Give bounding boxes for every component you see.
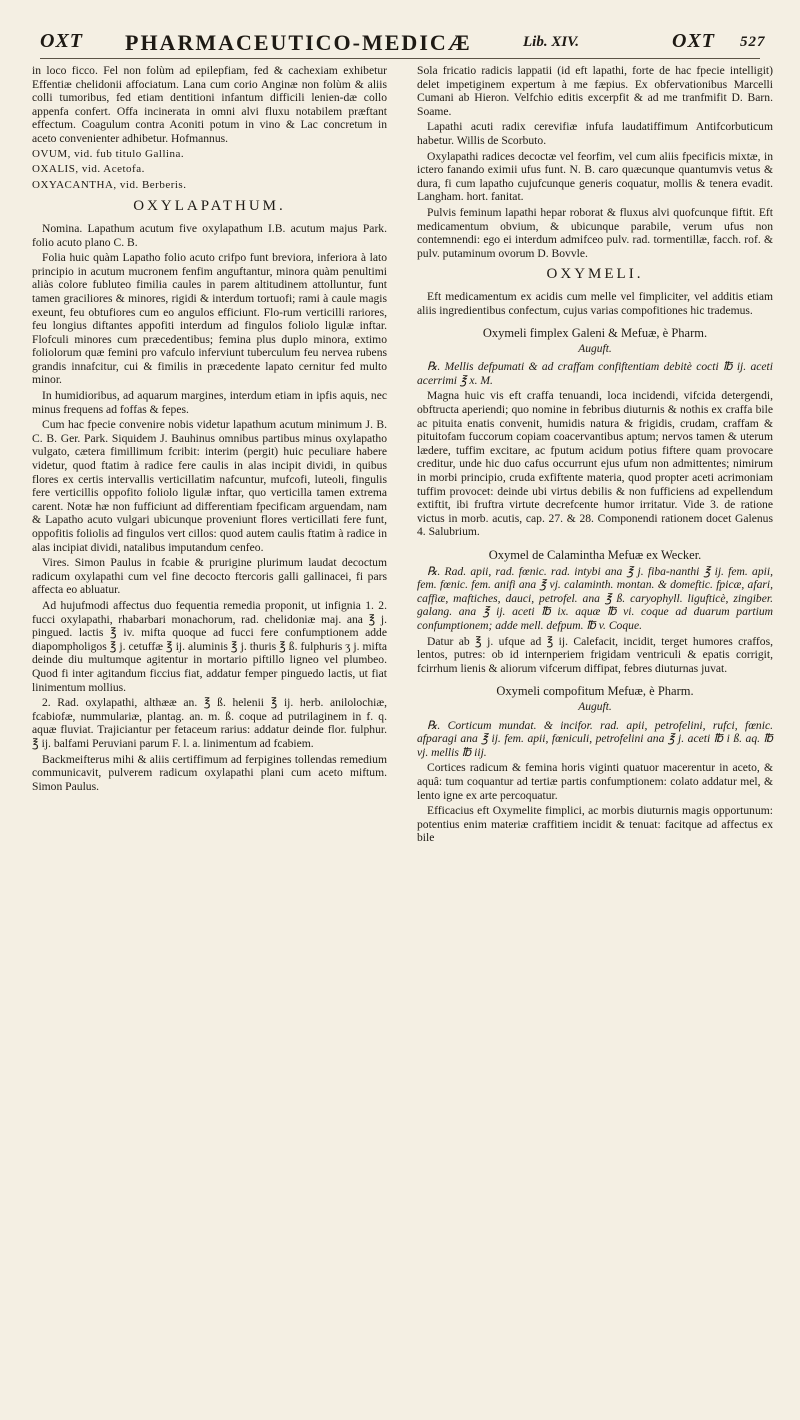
header-rule — [40, 58, 760, 59]
paragraph-remedies: Ad hujufmodi affectus duo fequentia remedia proponit, ut infignia 1. 2. fucci oxylapathi, rhabarbari monachorum, rad. chelidoniæ maj. ana ℥ j. pingued. lactis ℥ iv. mifta quoque ad fucci fere confumptionem adde diapompholigos ℥ j. cetuffæ ℥ ij. aluminis ℥ j. thuris ℥ ß. fulphuris ʒ j. mifta deinde diu multumque agitentur in mortario piftillo ligneo vel plumbeo. Quod fi inter agitandum ficcius fiat, addatur femper pinguedo lactis, ut fiat linimentum mollius. — [32, 598, 387, 694]
intro-text: in loco ficco. Fel non folùm ad epilepfiam, fed & cachexiam exhibetur Effentiæ chelidonii affociatum. Lana cum corio Anginæ non folùm & aliis colli tumoribus, fed etiam dentitioni infantum difficili lenien-dæ collo appenfa confert. Offa incinerata in omni alvi fluxu notabilem præftant effectum. Coagulum contra Aconiti potum in vino & Lac concretum in aceto convenienter adhibetur. Hofmannus. — [32, 64, 387, 145]
xref-ovum: OVUM, vid. fub titulo Gallina. — [32, 147, 185, 160]
xref-oxyacantha: OXYACANTHA, vid. Berberis. — [32, 178, 187, 191]
running-header — [40, 30, 770, 60]
recipe-source-simplex: Auguft. — [578, 342, 612, 355]
recipe-source-compositum: Auguft. — [578, 700, 612, 713]
paragraph-pulvis: Pulvis feminum lapathi hepar roborat & fluxus alvi quofcunque fiftit. Eft medicamentum obvium, & ubicunque parabile, verum ufus non contemnendi: ego ei interdum admifceo pulv. rad. tormentillæ, facch. rof. & pulv. putaminum ovorum D. Bovvle. — [417, 205, 773, 260]
section-heading-oxylapathum: OXYLAPATHUM. — [133, 198, 286, 215]
recipe-compositum: ℞. Corticum mundat. & incifor. rad. apii, petrofelini, rufci, fœnic. afparagi ana ℥ ij. fem. apii, fœniculi, petrofelini ana ℥ j. aceti ℔ i ß. aq. ℔ vj. mellis ℔ iij. — [417, 718, 773, 759]
paragraph-species: Cum hac fpecie convenire nobis videtur lapathum acutum minimum J. B. C. B. Ger. Park. Siquidem J. Bauhinus omnibus partibus minus oxylapatho vulgato, cætera fimillimum fcribit: interim (pergit) huic peculiare habere videtur, quod ftatim à radice fere caulis in alas incipit dividi, in quibus flores ex certis intervallis verticillatim nafcuntur, mufcofi, luteoli, fingulis fere verticillis oppofito foliolo ligulæ inftar, quo verticilla tamen extrema carent. Notæ hæ non fufficiunt ad differentiam fpecificam arguendam, nam & Lapatho acuto vulgari ubicunque proveniunt flores verticillati fere funt, oppofitis foliolis ad fingulos vert cillos: quod autem caulis ftatim à radice in alas incipiat dividi, natalibus imputandum cenfeo. — [32, 418, 387, 554]
paragraph-folia: Folia huic quàm Lapatho folio acuto crifpo funt breviora, inferiora à lato principio in acutum mucronem fenfim anguftantur, minora quàm penultimi aliàs colore fubluteo fimilia caules in parem altitudinem attolluntur, funt tamen graciliores & minores, rigidi & interdum tortuofi; rami à caule magis exeunt, feu obtufiores cum eo angulos efficiunt. Flo-rum verticilli rariores, feu longius diftantes appofiti interdum ad fingulos foliolo ligulæ inftar. Flofculi minores cum præcedentibus; femina plus duplo minora, extimo foliolorum quæ femini pro vafculo inferviunt tuberculum feu nervea rubens grandis innafcitur, cui & fimilis in præcedente lapato cernitur fed multo minor. — [32, 251, 387, 387]
left-column — [32, 64, 387, 795]
right-column — [417, 64, 773, 847]
paragraph-lapathi: Lapathi acuti radix cerevifiæ infufa laudatiffimum Antifcorbuticum habetur. Willis de Scorbuto. — [417, 120, 773, 147]
page-number: 527 — [740, 34, 766, 50]
header-title: PHARMACEUTICO-MEDICÆ — [125, 30, 472, 55]
paragraph-definition: Eft medicamentum ex acidis cum melle vel fimpliciter, vel additis etiam aliis ingredientibus confectum, cujus varias compofitiones hic trademus. — [417, 289, 773, 317]
paragraph-efficacius: Efficacius eft Oxymelite fimplici, ac morbis diuturnis magis opportunum: potentius enim materiæ craffitiem incidit & tenuat: facitque ad affectus ex bile — [417, 804, 773, 845]
header-left-word: OXT — [40, 30, 83, 52]
xref-oxalis: OXALIS, vid. Acetofa. — [32, 163, 145, 176]
paragraph-magna: Magna huic vis eft craffa tenuandi, loca incidendi, vifcida detergendi, obftructa aperiendi; quo nomine in febribus diuturnis & nothis ex craffa bile ac pituita enatis convenit, humidis natura & frigidis, crudam, craffam & pituitofam fuccorum copiam coacervantibus aptum; nervos tamen & uterum lædere, tuffim excitare, ac fputum acidum potius fiftere quam provocare creditur, unde hic duo cafus occurrunt ejus ufum non admittentes; nimirum in morbi principio, cruda exfiftente materia, quod propter aceti acrimoniam tuffim provocet: deinde ubi virtus debilis & non fufficiens ad expellendum extiftit, ibi fruftra virtute decrefcente humor irritatur. Vide 3. de ratione victus in morb. acutis, cap. 27. & 28. Componendi rationem docet Galenus 4. Salubrium. — [417, 389, 773, 539]
paragraph-cortices: Cortices radicum & femina horis viginti quatuor macerentur in aceto, & aquâ: tum coquantur ad tertiæ partis confumptionem: colato addatur mel, & lento igne ex arte percoquatur. — [417, 761, 773, 802]
recipe-simplex: ℞. Mellis defpumati & ad craffam confiftentiam debitè cocti ℔ ij. aceti acerrimi ℥ x. M. — [417, 360, 773, 387]
paragraph-habitat: In humidioribus, ad aquarum margines, interdum etiam in ipfis aquis, nec minus frequens ad foffas & fepes. — [32, 389, 387, 416]
paragraph-remedy-2: 2. Rad. oxylapathi, althææ an. ℥ ß. helenii ℥ ij. herb. anilolochiæ, fcabiofæ, nummulariæ, plantag. an. m. ß. coque ad putrilaginem in f. q. aquæ fluviat. Trajiciantur per fetaceum rarius: addatur deinde flor. fulphur. ℥ ij. balfami Peruviani parum F. l. a. linimentum ad fcabiem. — [32, 696, 387, 750]
paragraph-oxylapathi: Oxylapathi radices decoctæ vel feorfim, vel cum aliis fpecificis mixtæ, in ictero fanando eximii ufus funt. N. B. caro quæcunque quantumvis vetus & dura, fi cum lapatho cujufcunque generis coquatur, mollis & tenera evadit. Langham. hort. fanitat. — [417, 149, 773, 204]
recipe-calamintha: ℞. Rad. apii, rad. fœnic. rad. intybi ana ℥ j. fiba-nanthi ℥ ij. fem. apii, fem. fœnic. fem. anifi ana ℥ vj. calaminth. montan. & domeftic. fpicæ, afari, caffiæ, maftiches, dauci, petrofel. ana ℥ ß. caryophyll. ligufticè, zingiber. galang. ana ℥ ij. aceti ℔ ix. aquæ ℔ vi. coque ad duarum partium confumptionem; adde mell. defpum. ℔ v. Coque. — [417, 564, 773, 632]
section-heading-oxymeli: OXYMELI. — [546, 266, 644, 283]
paragraph-vires: Vires. Simon Paulus in fcabie & prurigine plurimum laudat decoctum radicum oxylapathi cum vel fine decocto ftercoris galli gallinacei, fi pars affecta eo abluatur. — [32, 556, 387, 597]
recipe-title-simplex: Oxymeli fimplex Galeni & Mefuæ, è Pharm. — [482, 326, 708, 341]
paragraph-nomina: Nomina. Lapathum acutum five oxylapathum I.B. acutum majus Park. folio acuto plano C. B. — [32, 221, 387, 249]
paragraph-sola: Sola fricatio radicis lappatii (id eft lapathi, forte de hac fpecie intelligit) delet impetiginem expertum à me fæpius. Ex obfervationibus Marcelli Cumani ab Hieron. Velfchio editis excerpfit & ad me tranfmifit D. Barn. Soame. — [417, 64, 773, 118]
paragraph-backmeister: Backmeifterus mihi & aliis certiffimum ad ferpigines tollendas remedium communicavit, pulverem radicum oxylapathi plani cum aceto miftum. Simon Paulus. — [32, 752, 387, 793]
paragraph-datur: Datur ab ℥ j. ufque ad ℥ ij. Calefacit, incidit, terget humores craffos, lentos, putres: ob id internperiem frigidam ventriculi & epatis corrigit, fcirrhum lienis & aliorum vifcerum diffipat, febres diuturnas juvat. — [417, 634, 773, 675]
header-right-word: OXT — [672, 30, 715, 52]
recipe-title-compositum: Oxymeli compofitum Mefuæ, è Pharm. — [496, 684, 694, 699]
recipe-title-calamintha: Oxymel de Calamintha Mefuæ ex Wecker. — [488, 548, 702, 562]
header-book: Lib. XIV. — [523, 34, 579, 50]
